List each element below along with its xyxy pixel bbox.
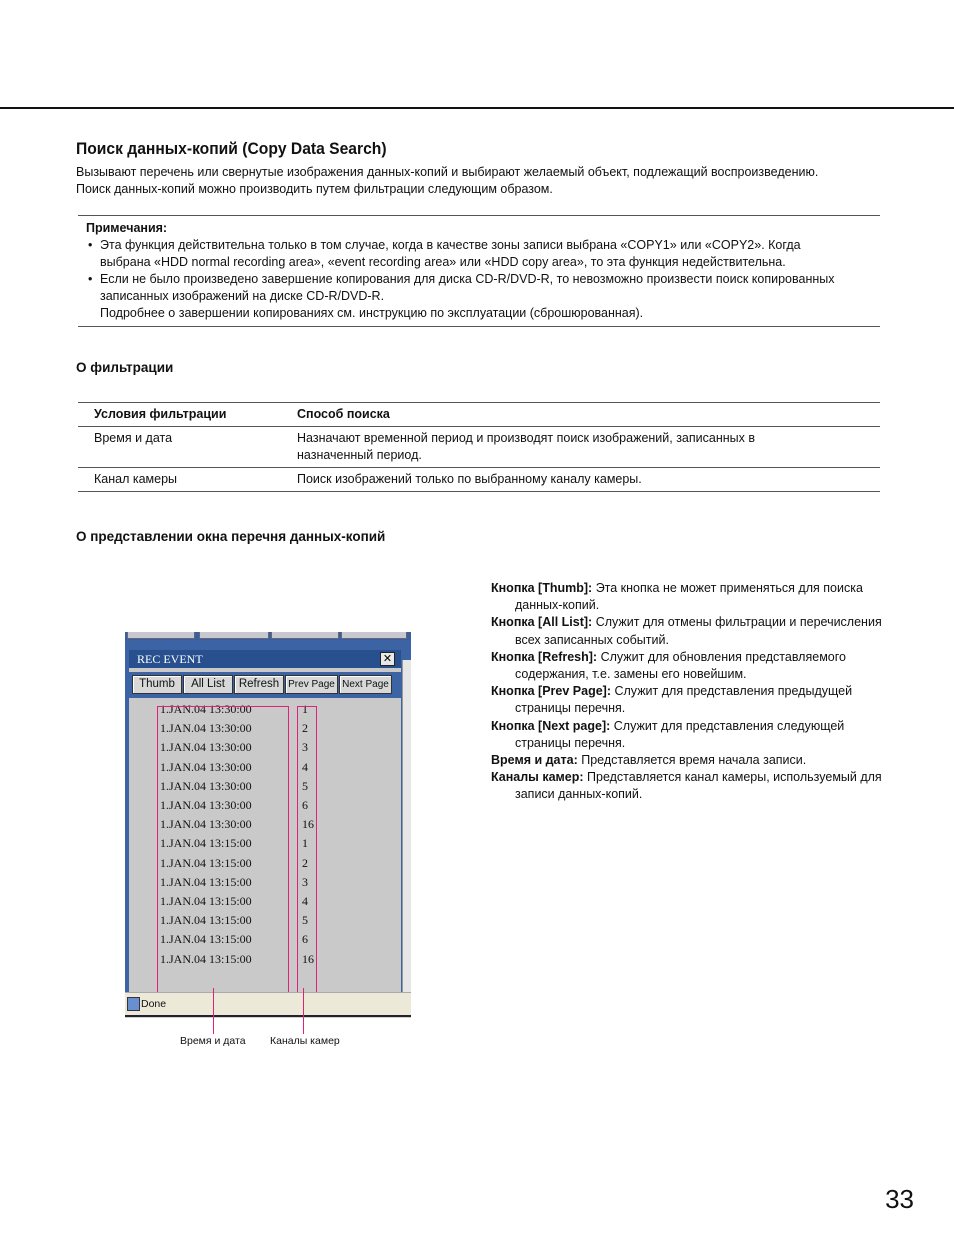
description-text: Представляется канал камеры, используемый для записи данных-копий.	[515, 770, 882, 802]
datetime-leader-line	[213, 988, 214, 1034]
list-window-heading: О представлении окна перечня данных-копий	[76, 529, 386, 544]
row-datetime: 1.JAN.04 13:30:00	[160, 817, 252, 832]
rec-event-panel	[129, 650, 401, 992]
close-icon[interactable]: ✕	[380, 652, 395, 666]
all-list-button[interactable]: All List	[183, 675, 233, 694]
note-line: выбрана «HDD normal recording area», «event recording area» или «HDD copy area», то эта функция недействительна.	[100, 255, 786, 269]
note-line: записанных изображений на диске CD-R/DVD-R.	[100, 289, 385, 303]
button-bar	[129, 672, 401, 698]
prev-page-button[interactable]: Prev Page	[285, 675, 338, 694]
description-item	[491, 769, 891, 803]
refresh-button[interactable]: Refresh	[234, 675, 284, 694]
button-descriptions	[491, 580, 891, 804]
panel-title: REC EVENT	[137, 652, 203, 666]
filter-heading: О фильтрации	[76, 360, 174, 375]
row-datetime: 1.JAN.04 13:30:00	[160, 778, 252, 793]
intro-line: Поиск данных-копий можно производить путем фильтрации следующим образом.	[76, 182, 553, 196]
log-tabs	[125, 632, 411, 640]
rec-event-screenshot	[125, 632, 411, 1018]
next-page-button[interactable]: Next Page	[339, 675, 392, 694]
thumb-button[interactable]: Thumb	[132, 675, 182, 694]
row-channel: 2	[302, 721, 308, 736]
table-row	[78, 427, 880, 468]
section-heading: Поиск данных-копий (Copy Data Search)	[76, 139, 387, 158]
row-channel: 5	[302, 778, 308, 793]
note-item-cont	[78, 288, 880, 305]
top-rule	[0, 107, 954, 109]
vertical-scrollbar[interactable]	[402, 660, 411, 992]
description-text: Представляется время начала записи.	[581, 753, 807, 768]
description-key: Кнопка [All List]:	[491, 615, 593, 630]
cell-line: назначенный период.	[297, 448, 422, 462]
bullet: •	[88, 272, 93, 286]
description-item	[491, 752, 891, 769]
note-line: Подробнее о завершении копированиях см. инструкцию по эксплуатации (сброшюрованная).	[100, 306, 644, 320]
channels-callout: Каналы камер	[270, 1035, 340, 1047]
row-channel: 4	[302, 894, 308, 908]
description-key: Кнопка [Refresh]:	[491, 649, 598, 664]
description-key: Каналы камер:	[491, 770, 584, 785]
tab-error-log[interactable]	[127, 632, 195, 639]
row-channel: 6	[302, 932, 308, 947]
row-channel: 16	[302, 951, 314, 966]
table-row	[78, 468, 880, 492]
row-datetime: 1.JAN.04 13:15:00	[160, 913, 252, 928]
description-text: Служит для обновления представляемого содержания, т.е. замены его новейшим.	[515, 649, 846, 682]
tab-access-log[interactable]	[199, 632, 269, 639]
description-item	[491, 718, 891, 752]
notes-title: Примечания:	[86, 221, 168, 235]
status-bar	[125, 992, 411, 1017]
row-channel: 5	[302, 913, 308, 928]
row-datetime: 1.JAN.04 13:15:00	[160, 836, 252, 851]
row-channel: 4	[302, 759, 308, 774]
datetime-highlight	[157, 706, 289, 998]
row-channel: 6	[302, 798, 308, 812]
note-item-cont	[78, 305, 880, 322]
channel-highlight	[297, 706, 317, 998]
table-header-row	[78, 403, 880, 427]
row-channel: 3	[302, 740, 308, 755]
description-key: Кнопка [Next page]:	[491, 718, 611, 733]
page-icon	[127, 997, 140, 1011]
bullet: •	[88, 238, 93, 252]
table-cell: Время и дата	[78, 427, 293, 468]
row-channel: 2	[302, 855, 308, 870]
window-frame	[125, 640, 411, 992]
row-datetime: 1.JAN.04 13:30:00	[160, 702, 252, 716]
description-item	[491, 614, 891, 648]
note-item-cont	[78, 254, 880, 271]
row-datetime: 1.JAN.04 13:30:00	[160, 721, 252, 736]
intro-line: Вызывают перечень или свернутые изображения данных-копий и выбирают желаемый объект, подлежащий воспроизведению.	[76, 165, 819, 179]
row-datetime: 1.JAN.04 13:15:00	[160, 874, 252, 889]
row-datetime: 1.JAN.04 13:15:00	[160, 855, 252, 870]
column-header: Способ поиска	[293, 403, 880, 427]
description-item	[491, 649, 891, 683]
column-header: Условия фильтрации	[78, 403, 293, 427]
tab-next-log[interactable]	[341, 632, 407, 639]
row-channel: 3	[302, 874, 308, 889]
description-key: Кнопка [Thumb]:	[491, 581, 593, 595]
row-datetime: 1.JAN.04 13:15:00	[160, 932, 252, 947]
description-text: Эта кнопка не может применяться для поиска данных-копий.	[515, 581, 863, 613]
note-item	[78, 237, 880, 254]
table-cell: Канал камеры	[78, 468, 293, 492]
description-text: Служит для отмены фильтрации и перечисления всех записанных событий.	[515, 615, 882, 647]
row-datetime: 1.JAN.04 13:15:00	[160, 894, 252, 908]
table-cell: Поиск изображений только по выбранному каналу камеры.	[293, 468, 880, 492]
row-channel: 16	[302, 817, 314, 832]
cell-line: Назначают временной период и производят поиск изображений, записанных в	[297, 431, 755, 445]
page-number: 33	[885, 1184, 914, 1214]
panel-titlebar	[129, 650, 401, 668]
status-text: Done	[141, 998, 167, 1010]
tab-event-log[interactable]	[271, 632, 339, 639]
table-cell	[293, 427, 880, 468]
intro-text	[76, 164, 818, 198]
filter-table	[78, 402, 880, 492]
description-key: Время и дата:	[491, 753, 578, 768]
row-channel: 1	[302, 836, 308, 851]
row-datetime: 1.JAN.04 13:30:00	[160, 798, 252, 812]
row-datetime: 1.JAN.04 13:15:00	[160, 951, 252, 966]
description-key: Кнопка [Prev Page]:	[491, 684, 611, 699]
datetime-callout: Время и дата	[180, 1035, 246, 1047]
row-channel: 1	[302, 702, 308, 716]
note-line: Эта функция действительна только в том случае, когда в качестве зоны записи выбрана «COPY1» или «COPY2». Когда	[100, 238, 801, 252]
description-text: Служит для представления предыдущей страницы перечня.	[515, 684, 853, 716]
row-datetime: 1.JAN.04 13:30:00	[160, 759, 252, 774]
note-item	[78, 271, 880, 288]
description-text: Служит для представления следующей страницы перечня.	[515, 718, 845, 750]
note-line: Если не было произведено завершение копирования для диска CD-R/DVD-R, то невозможно произвести поиск копированных	[100, 272, 835, 286]
notes-box	[78, 215, 880, 327]
description-item	[491, 683, 891, 717]
description-item	[491, 580, 891, 614]
channel-leader-line	[303, 988, 304, 1034]
row-datetime: 1.JAN.04 13:30:00	[160, 740, 252, 755]
